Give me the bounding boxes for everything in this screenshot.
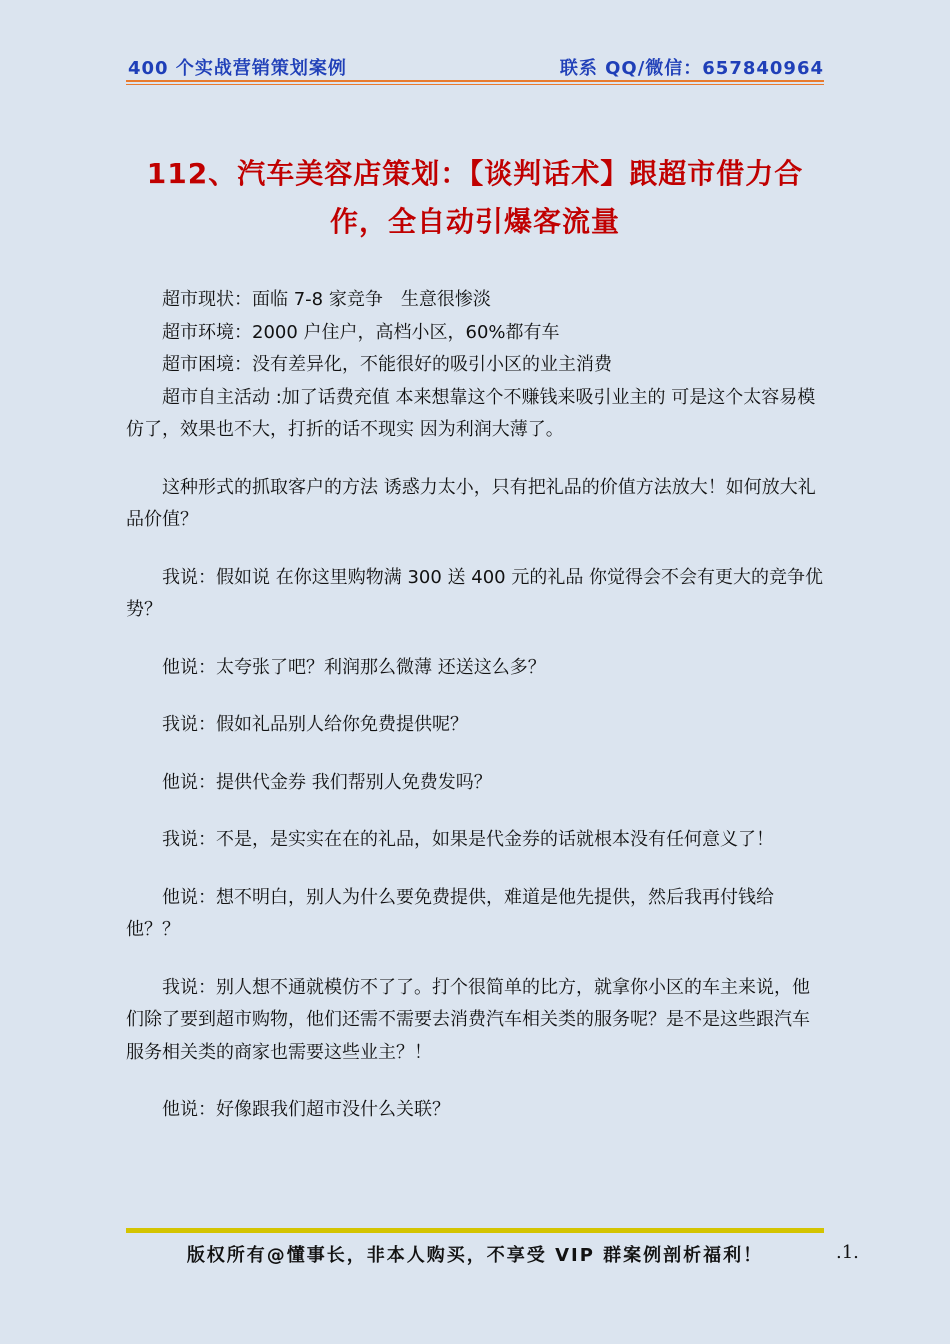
paragraph-activity: 超市自主活动 :加了话费充值 本来想靠这个不赚钱来吸引业主的 可是这个太容易模仿了，效果也不大，打折的话不现实 因为利润大薄了。 [126, 386, 816, 440]
header-divider [126, 80, 824, 82]
dialogue-line: 我说：假如礼品别人给你免费提供呢？ [162, 714, 468, 735]
footer-copyright: 版权所有@懂事长，非本人购买，不享受 VIP 群案例剖析福利！ [186, 1245, 764, 1266]
dialogue-line: 我说：别人想不通就模仿不了了。打个很简单的比方，就拿你小区的车主来说，他们除了要到超市购物，他们还需不需要去消费汽车相关类的服务呢？是不是这些跟汽车服务相关类的商家也需要这些业主？！ [126, 976, 810, 1063]
paragraph-environment: 超市环境：2000 户住户，高档小区，60%都有车 [162, 321, 560, 343]
paragraph-analysis: 这种形式的抓取客户的方法 诱惑力太小，只有把礼品的价值方法放大！如何放大礼品价值？ [126, 476, 816, 530]
document-body [126, 284, 824, 1127]
footer-divider [126, 1228, 824, 1233]
dialogue-line: 他说：太夸张了吧？利润那么微薄 还送这么多？ [162, 656, 546, 678]
header-contact: 联系 QQ/微信：657840964 [559, 58, 824, 79]
dialogue-line: 他说：想不明白，别人为什么要免费提供，难道是他先提供，然后我再付钱给他？？ [126, 886, 774, 940]
header-divider-thin [126, 84, 824, 85]
page-number: .1. [836, 1242, 859, 1263]
dialogue-line: 我说：假如说 在你这里购物满 300 送 400 元的礼品 你觉得会不会有更大的竞争优势？ [126, 566, 824, 620]
document-title: 112、汽车美容店策划：【谈判话术】跟超市借力合作，全自动引爆客流量 [146, 157, 804, 238]
header-series-title: 400 个实战营销策划案例 [128, 58, 347, 79]
dialogue-line: 他说：提供代金券 我们帮别人免费发吗？ [162, 771, 492, 793]
dialogue-line: 他说：好像跟我们超市没什么关联？ [162, 1099, 450, 1120]
dialogue-line: 我说：不是，是实实在在的礼品，如果是代金券的话就根本没有任何意义了！ [162, 829, 774, 850]
paragraph-difficulty: 超市困境：没有差异化，不能很好的吸引小区的业主消费 [162, 354, 612, 375]
paragraph-status: 超市现状：面临 7-8 家竞争 生意很惨淡 [162, 289, 491, 310]
page-header [126, 54, 824, 79]
